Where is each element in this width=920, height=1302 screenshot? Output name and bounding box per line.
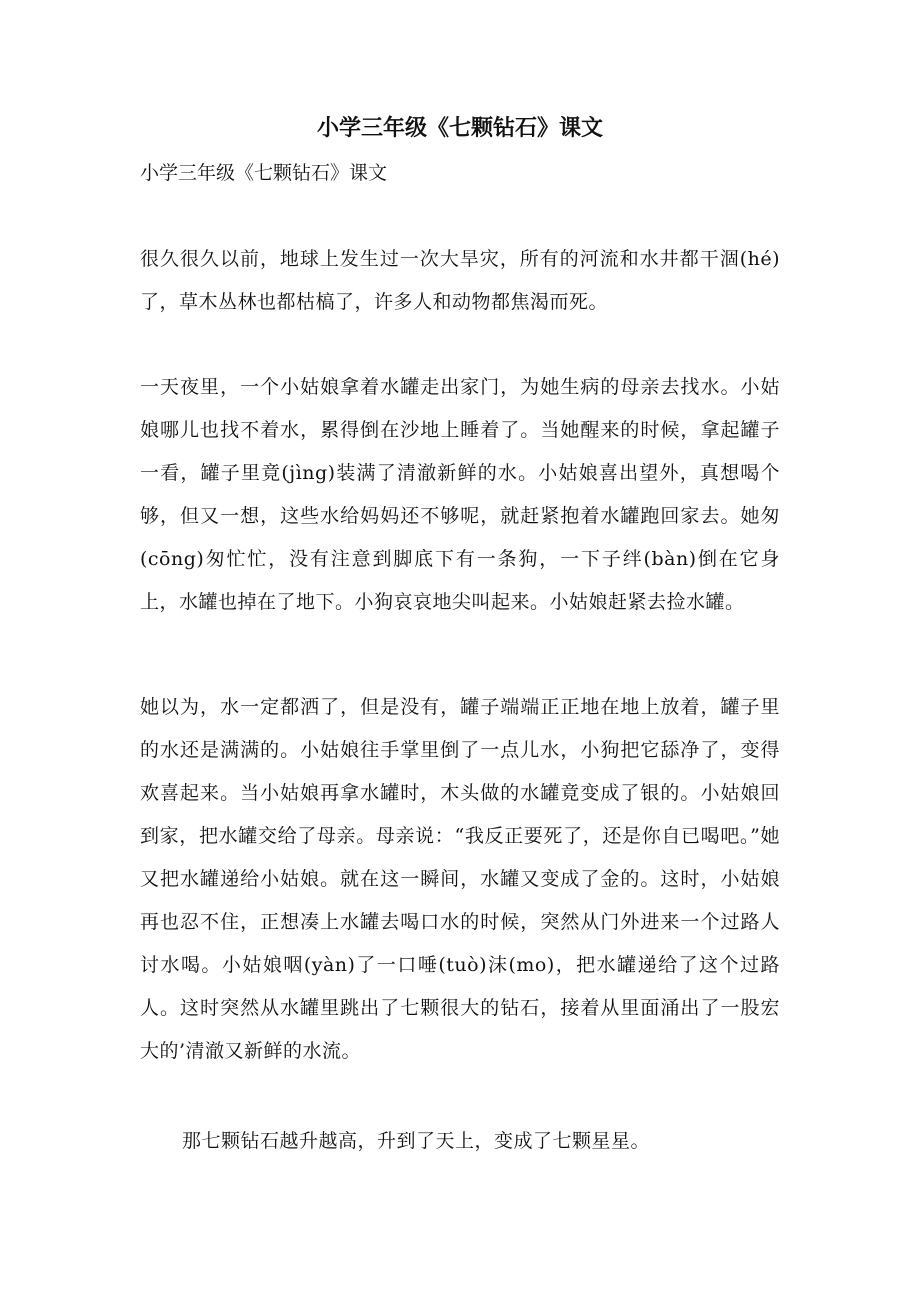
paragraph-drought: 很久很久以前，地球上发生过一次大旱灾，所有的河流和水井都干涸(hé)了，草木丛林也都枯槁了，许多人和动物都焦渴而死。 [140, 248, 780, 313]
document-title: 小学三年级《七颗钻石》课文 [316, 115, 603, 141]
paragraph-seven-stars: 那七颗钻石越升越高，升到了天上，变成了七颗星星。 [182, 1130, 651, 1152]
document-subtitle: 小学三年级《七颗钻石》课文 [140, 162, 388, 184]
paragraph-girl-searches-water: 一天夜里，一个小姑娘拿着水罐走出家门，为她生病的母亲去找水。小姑娘哪儿也找不着水，累得倒在沙地上睡着了。当她醒来的时候，拿起罐子一看，罐子里竟(jìng)装满了清澈新鲜的水。小姑娘喜出望外，真想喝个够，但又一想，这些水给妈妈还不够呢，就赶紧抱着水罐跑回家去。她匆(cōng)匆忙忙，没有注意到脚底下有一条狗，一下子绊(bàn)倒在它身上，水罐也掉在了地下。小狗哀哀地尖叫起来。小姑娘赶紧去捡水罐。 [140, 376, 780, 613]
paragraph-water-jar-transforms: 她以为，水一定都洒了，但是没有，罐子端端正正地在地上放着，罐子里的水还是满满的。小姑娘往手掌里倒了一点儿水，小狗把它舔净了，变得欢喜起来。当小姑娘再拿水罐时，木头做的水罐竟变成了银的。小姑娘回到家，把水罐交给了母亲。母亲说：“我反正要死了，还是你自已喝吧。”她又把水罐递给小姑娘。就在这一瞬间，水罐又变成了金的。这时，小姑娘再也忍不住，正想凑上水罐去喝口水的时候，突然从门外进来一个过路人讨水喝。小姑娘咽(yàn)了一口唾(tuò)沫(mo)，把水罐递给了这个过路人。这时突然从水罐里跳出了七颗很大的钻石，接着从里面涌出了一股宏大的’清澈又新鲜的水流。 [140, 696, 780, 1062]
